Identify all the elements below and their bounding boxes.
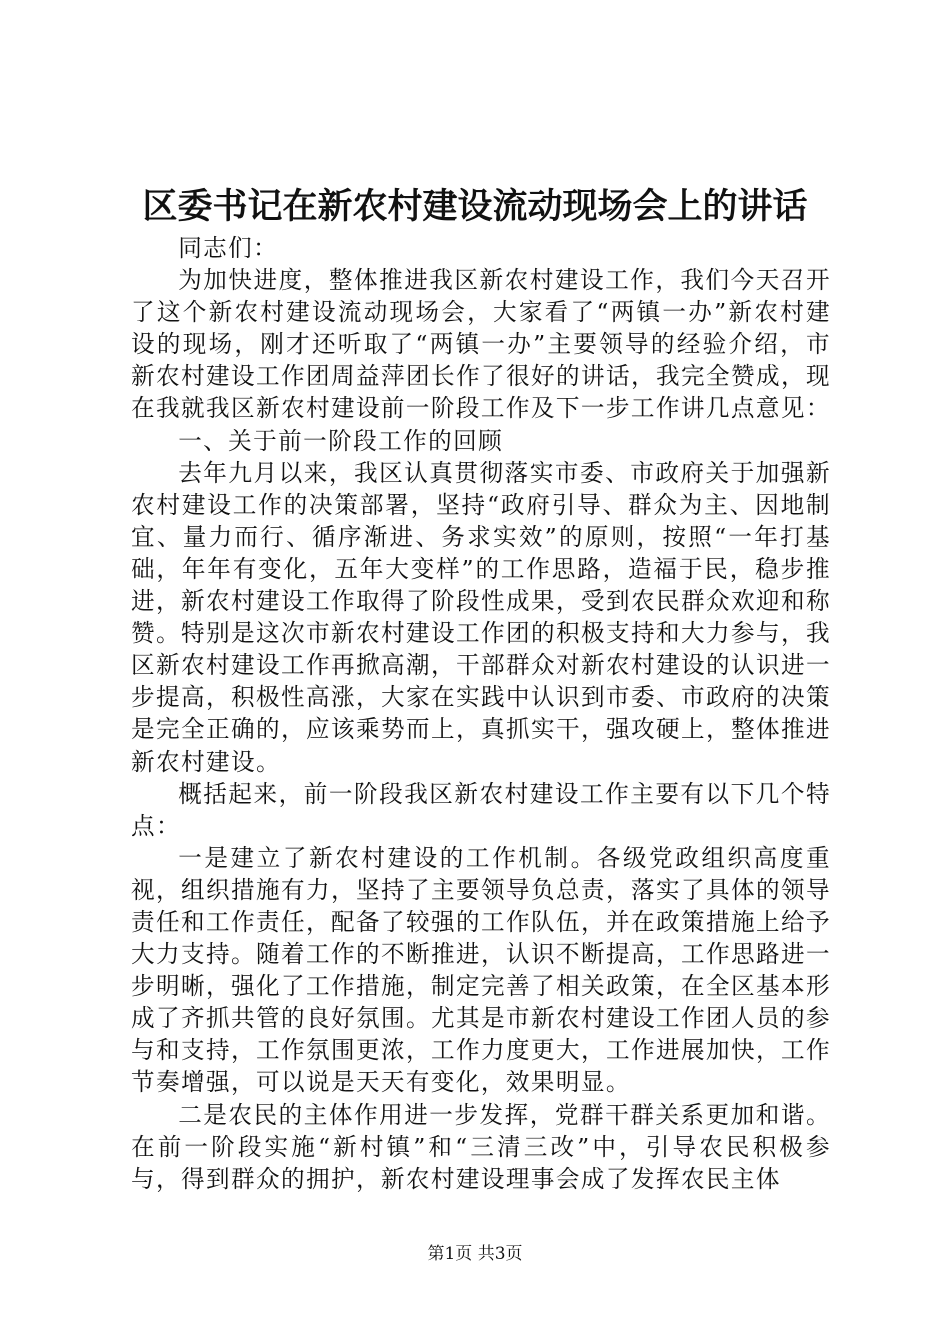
paragraph-point-two: 二是农民的主体作用进一步发挥，党群干群关系更加和谐。在前一阶段实施“新村镇”和“三清三改”中，引导农民积极参与，得到群众的拥护，新农村建设理事会成了发挥农民主体: [131, 1100, 831, 1193]
salutation: 同志们：: [178, 234, 279, 262]
section-heading: 一、关于前一阶段工作的回顾: [178, 426, 504, 455]
paragraph-review: 去年九月以来，我区认真贯彻落实市委、市政府关于加强新农村建设工作的决策部署，坚持“政府引导、群众为主、因地制宜、量力而行、循序渐进、务求实效”的原则，按照“一年打基础，年年有变化，五年大变样”的工作思路，造福于民，稳步推进，新农村建设工作取得了阶段性成果，受到农民群众欢迎和称赞。特别是这次市新农村建设工作团的积极支持和大力参与，我区新农村建设工作再掀高潮，干部群众对新农村建设的认识进一步提高，积极性高涨，大家在实践中认识到市委、市政府的决策是完全正确的，应该乘势而上，真抓实干，强攻硬上，整体推进新农村建设。: [131, 458, 831, 776]
paragraph-intro: 为加快进度，整体推进我区新农村建设工作，我们今天召开了这个新农村建设流动现场会，大家看了“两镇一办”新农村建设的现场，刚才还听取了“两镇一办”主要领导的经验介绍，市新农村建设工作团周益萍团长作了很好的讲话，我完全赞成，现在我就我区新农村建设前一阶段工作及下一步工作讲几点意见：: [131, 266, 831, 423]
page-number: 第1页 共3页: [427, 1244, 523, 1264]
paragraph-point-one: 一是建立了新农村建设的工作机制。各级党政组织高度重视，组织措施有力，坚持了主要领导负总责，落实了具体的领导责任和工作责任，配备了较强的工作队伍，并在政策措施上给予大力支持。随着工作的不断推进，认识不断提高，工作思路进一步明晰，强化了工作措施，制定完善了相关政策，在全区基本形成了齐抓共管的良好氛围。尤其是市新农村建设工作团人员的参与和支持，工作氛围更浓，工作力度更大，工作进展加快，工作节奏增强，可以说是天天有变化，效果明显。: [131, 843, 831, 1097]
document-body: [131, 232, 831, 1195]
paragraph-summary: 概括起来，前一阶段我区新农村建设工作主要有以下几个特点：: [131, 779, 831, 840]
document-title: 区委书记在新农村建设流动现场会上的讲话: [142, 186, 808, 227]
